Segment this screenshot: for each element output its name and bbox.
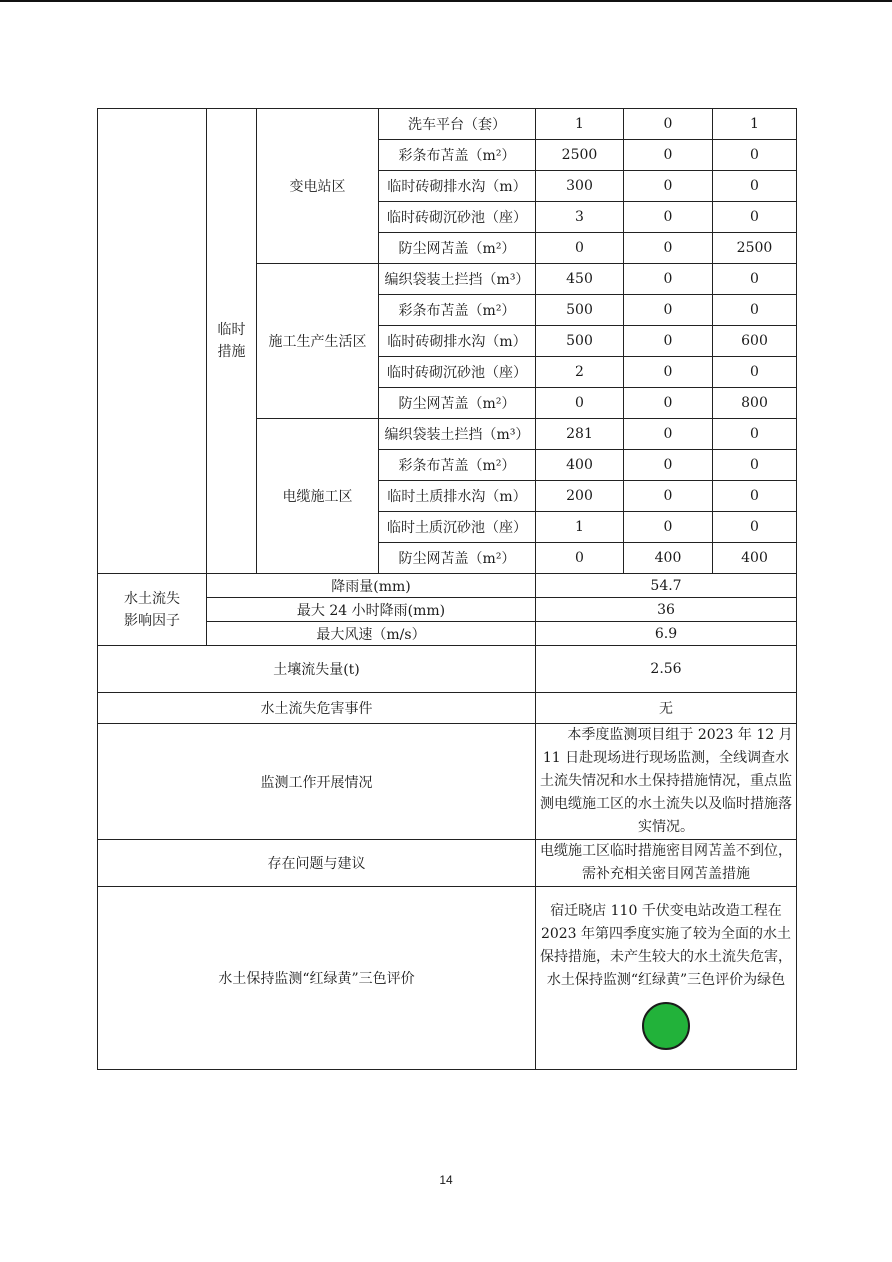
zone-name: 电缆施工区 <box>257 419 379 574</box>
value-cell: 500 <box>536 295 624 326</box>
item-name: 防尘网苫盖（m²） <box>379 233 536 264</box>
value-cell: 0 <box>624 202 713 233</box>
green-status-indicator <box>642 1002 690 1050</box>
value-cell: 400 <box>713 543 797 574</box>
value-cell: 0 <box>624 357 713 388</box>
item-name: 临时砖砌沉砂池（座） <box>379 202 536 233</box>
value-cell: 0 <box>536 233 624 264</box>
issues-label: 存在问题与建议 <box>98 840 536 887</box>
factor-value: 6.9 <box>536 622 797 646</box>
value-cell: 0 <box>624 264 713 295</box>
value-cell: 0 <box>624 481 713 512</box>
item-name: 临时土质沉砂池（座） <box>379 512 536 543</box>
value-cell: 0 <box>713 171 797 202</box>
item-name: 编织袋装土拦挡（m³） <box>379 419 536 450</box>
work-text: 本季度监测项目组于 2023 年 12 月 11 日赴现场进行现场监测，全线调查水土流失情况和水土保持措施情况，重点监测电缆施工区的水土流失以及临时措施落实情况。 <box>536 724 797 840</box>
table-row <box>98 109 797 140</box>
value-cell: 300 <box>536 171 624 202</box>
value-cell: 800 <box>713 388 797 419</box>
table-row <box>98 693 797 724</box>
item-name: 彩条布苫盖（m²） <box>379 450 536 481</box>
factor-name: 降雨量(mm) <box>207 574 536 598</box>
factor-value: 54.7 <box>536 574 797 598</box>
value-cell: 600 <box>713 326 797 357</box>
value-cell: 400 <box>536 450 624 481</box>
value-cell: 0 <box>536 543 624 574</box>
table-row <box>98 840 797 887</box>
table-row <box>98 887 797 1070</box>
evaluation-cell <box>536 887 797 1070</box>
item-name: 临时土质排水沟（m） <box>379 481 536 512</box>
value-cell: 0 <box>713 450 797 481</box>
soil-loss-label: 土壤流失量(t) <box>98 646 536 693</box>
value-cell: 0 <box>713 357 797 388</box>
value-cell: 0 <box>624 109 713 140</box>
zone-name: 变电站区 <box>257 109 379 264</box>
value-cell: 0 <box>713 295 797 326</box>
value-cell: 200 <box>536 481 624 512</box>
value-cell: 2500 <box>536 140 624 171</box>
value-cell: 400 <box>624 543 713 574</box>
value-cell: 0 <box>624 512 713 543</box>
value-cell: 0 <box>713 419 797 450</box>
value-cell: 0 <box>713 264 797 295</box>
item-name: 编织袋装土拦挡（m³） <box>379 264 536 295</box>
item-name: 彩条布苫盖（m²） <box>379 140 536 171</box>
item-name: 洗车平台（套） <box>379 109 536 140</box>
evaluation-text: 宿迁晓店 110 千伏变电站改造工程在 2023 年第四季度实施了较为全面的水土保持措施，未产生较大的水土流失危害，水土保持监测“红绿黄”三色评价为绿色 <box>540 903 792 988</box>
value-cell: 0 <box>624 140 713 171</box>
value-cell: 0 <box>624 388 713 419</box>
value-cell: 1 <box>536 109 624 140</box>
blank-category-cell <box>98 109 207 574</box>
item-name: 防尘网苫盖（m²） <box>379 388 536 419</box>
value-cell: 0 <box>624 419 713 450</box>
work-label: 监测工作开展情况 <box>98 724 536 840</box>
table-row <box>98 574 797 598</box>
table-row <box>98 646 797 693</box>
value-cell: 0 <box>713 140 797 171</box>
page-number: 14 <box>439 1173 453 1187</box>
soil-loss-value: 2.56 <box>536 646 797 693</box>
item-name: 彩条布苫盖（m²） <box>379 295 536 326</box>
value-cell: 0 <box>624 171 713 202</box>
item-name: 临时砖砌排水沟（m） <box>379 171 536 202</box>
value-cell: 0 <box>713 512 797 543</box>
value-cell: 0 <box>624 326 713 357</box>
value-cell: 2 <box>536 357 624 388</box>
value-cell: 1 <box>536 512 624 543</box>
value-cell: 450 <box>536 264 624 295</box>
item-name: 临时砖砌排水沟（m） <box>379 326 536 357</box>
monitoring-table <box>97 108 797 1070</box>
factor-value: 36 <box>536 598 797 622</box>
value-cell: 0 <box>536 388 624 419</box>
value-cell: 500 <box>536 326 624 357</box>
header-rule <box>0 0 892 2</box>
value-cell: 0 <box>713 202 797 233</box>
factor-name: 最大风速（m/s） <box>207 622 536 646</box>
factors-label: 水土流失影响因子 <box>98 574 207 646</box>
value-cell: 0 <box>624 450 713 481</box>
evaluation-label: 水土保持监测“红绿黄”三色评价 <box>98 887 536 1070</box>
value-cell: 0 <box>624 295 713 326</box>
value-cell: 3 <box>536 202 624 233</box>
value-cell: 2500 <box>713 233 797 264</box>
value-cell: 1 <box>713 109 797 140</box>
value-cell: 0 <box>713 481 797 512</box>
group-label: 临时措施 <box>207 109 257 574</box>
hazard-label: 水土流失危害事件 <box>98 693 536 724</box>
value-cell: 281 <box>536 419 624 450</box>
value-cell: 0 <box>624 233 713 264</box>
hazard-value: 无 <box>536 693 797 724</box>
zone-name: 施工生产生活区 <box>257 264 379 419</box>
issues-text: 电缆施工区临时措施密目网苫盖不到位，需补充相关密目网苫盖措施 <box>536 840 797 887</box>
factor-name: 最大 24 小时降雨(mm) <box>207 598 536 622</box>
item-name: 防尘网苫盖（m²） <box>379 543 536 574</box>
item-name: 临时砖砌沉砂池（座） <box>379 357 536 388</box>
table-row <box>98 724 797 840</box>
